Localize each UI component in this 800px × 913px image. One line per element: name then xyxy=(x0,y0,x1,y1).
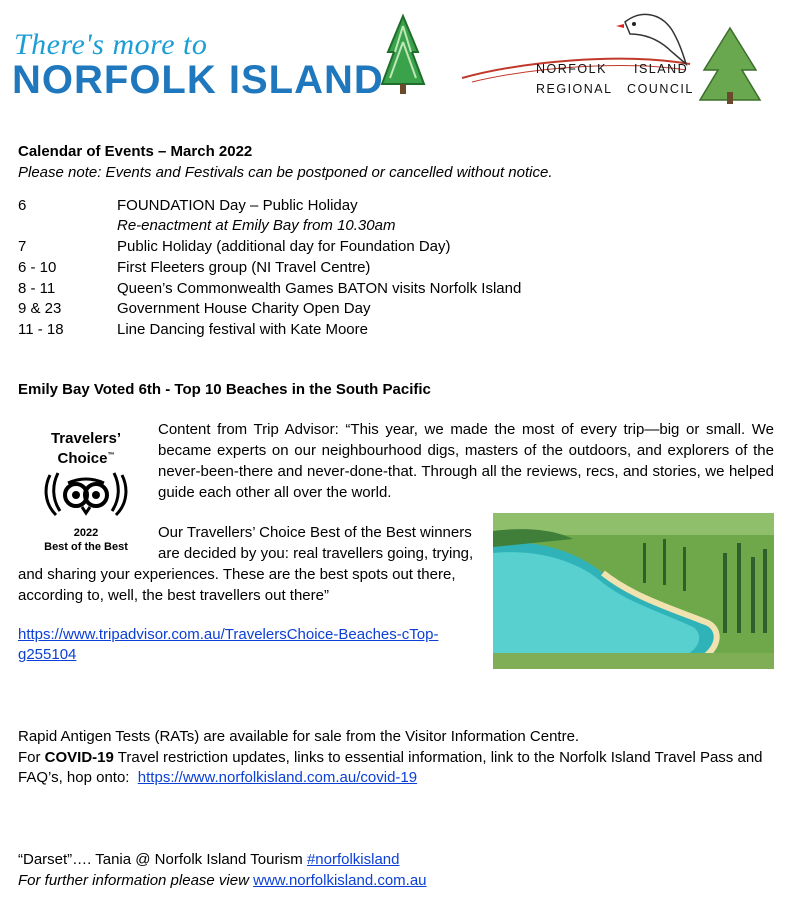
brand-tagline: There's more to xyxy=(14,28,208,61)
tripadvisor-quote-paragraph: Content from Trip Advisor: “This year, we made the most of every trip—big or small. We became experts on our neighbourhood digs, masters of the outdoors, and explorers of the never-been-there and never-done-that. Through all the reviews, recs, and stories, we helped guide each other all over the world. xyxy=(158,421,774,501)
event-date: 8 - 11 xyxy=(18,280,56,297)
calendar-title: Calendar of Events – March 2022 xyxy=(18,143,253,160)
tripadvisor-link-line1[interactable]: https://www.tripadvisor.com.au/TravelersChoice-Beaches-cTop- xyxy=(18,626,439,643)
badge-caption: Best of the Best xyxy=(44,541,128,553)
rat-availability-text: Rapid Antigen Tests (RATs) are available for sale from the Visitor Information Centre. xyxy=(18,728,580,745)
event-date: 9 & 23 xyxy=(18,300,62,317)
calendar-note: Please note: Events and Festivals can be postponed or cancelled without notice. xyxy=(18,164,553,181)
event-date: 6 - 10 xyxy=(18,259,57,276)
covid-text-pre: For xyxy=(18,749,45,766)
council-name-norfolk: NORFOLK xyxy=(536,62,607,76)
pine-logo-icon xyxy=(378,12,428,98)
beach-title: Emily Bay Voted 6th - Top 10 Beaches in the South Pacific xyxy=(18,381,431,398)
event-date: 11 - 18 xyxy=(18,321,64,338)
badge-year: 2022 xyxy=(73,527,99,539)
signoff-text: “Darset”…. Tania @ Norfolk Island Tourism xyxy=(18,851,307,868)
event-subtext: Re-enactment at Emily Bay from 10.30am xyxy=(117,217,396,234)
quote-line: and sharing your experiences. These are the best spots out there, xyxy=(18,566,456,583)
event-text: Public Holiday (additional day for Foundation Day) xyxy=(117,238,451,255)
event-date: 6 xyxy=(18,197,27,214)
event-text: Government House Charity Open Day xyxy=(117,300,371,317)
covid-keyword: COVID-19 xyxy=(44,749,114,766)
website-link[interactable]: www.norfolkisland.com.au xyxy=(253,872,427,889)
tripadvisor-owl-icon xyxy=(38,467,134,523)
further-info-text: For further information please view xyxy=(18,872,254,889)
faq-text: FAQ’s, hop onto: xyxy=(18,769,138,786)
covid-link[interactable]: https://www.norfolkisland.com.au/covid-19 xyxy=(137,769,418,786)
event-date: 7 xyxy=(18,238,27,255)
event-text: FOUNDATION Day – Public Holiday xyxy=(117,197,358,214)
council-name-island: ISLAND xyxy=(634,62,689,76)
tripadvisor-link-line2[interactable]: g255104 xyxy=(18,646,77,663)
quote-line: according to, well, the best travellers out there” xyxy=(18,587,329,604)
event-text: Queen’s Commonwealth Games BATON visits Norfolk Island xyxy=(117,280,522,297)
badge-line2: Choice xyxy=(57,450,108,467)
travelers-choice-badge xyxy=(30,430,142,553)
tripadvisor-link[interactable] xyxy=(18,625,438,665)
further-info-line xyxy=(18,871,427,891)
covid-faq-line xyxy=(18,768,417,788)
hashtag-link[interactable]: #norfolkisland xyxy=(306,851,400,868)
covid-text-post: Travel restriction updates, links to essential information, link to the Norfolk Island Travel Pass and xyxy=(113,749,763,766)
quote-line: are decided by you: real travellers going, trying, xyxy=(158,545,474,562)
badge-tm: ™ xyxy=(107,452,115,459)
signoff-line xyxy=(18,850,400,870)
quote-line: Our Travellers’ Choice Best of the Best winners xyxy=(158,524,472,541)
council-name-regional: REGIONAL COUNCIL xyxy=(536,82,694,96)
badge-line1: Travelers’ xyxy=(50,430,122,447)
event-text: First Fleeters group (NI Travel Centre) xyxy=(117,259,371,276)
beach-photo-image xyxy=(493,513,774,669)
covid-updates-text xyxy=(18,748,763,768)
event-text: Line Dancing festival with Kate Moore xyxy=(117,321,368,338)
brand-name: NORFOLK ISLAND xyxy=(12,58,384,102)
emily-bay-photo xyxy=(493,513,774,669)
